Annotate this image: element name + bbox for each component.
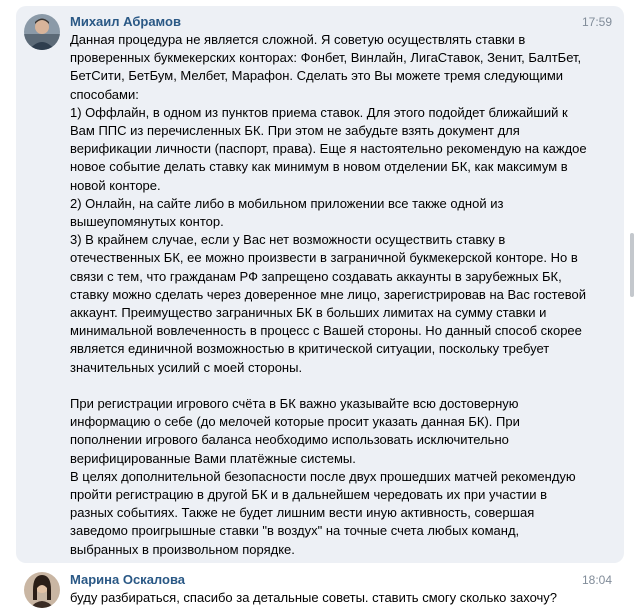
message-item[interactable] [24, 572, 624, 614]
avatar[interactable] [24, 14, 60, 50]
message-text: Данная процедура не является сложной. Я советую осуществлять ставки в проверенных букмекерских конторах: Фонбет, Винлайн, ЛигаСтавок, Зенит, БалтБет, БетСити, БетБум, Мелбет, Марафон. Сделать это Вы можете тремя следующими способами: 1) Оффлайн, в одном из пунктов приема ставок. Для этого подойдет ближайший к Вам ППС из перечисленных БК. При этом не забудьте взять документ для верификации личности (паспорт, права). Еще я настоятельно рекомендую на каждое новое событие делать ставку как минимум в новом отделении БК, как максимум в новой конторе. 2) Онлайн, на сайте либо в мобильном приложении все также одной из вышеупомянутых контор. 3) В крайнем случае, если у Вас нет возможности осуществить ставку в отечественных БК, ее можно произвести в заграничной букмекерской конторе. Но в связи с тем, что гражданам РФ запрещено создавать аккаунты в зарубежных БК, ставку можно сделать через доверенное мне лицо, зарегистрировав на Вас гостевой аккаунт. Преимущество заграничных БК в больших лимитах на сумму ставки и минимальной вовлеченность в процесс с Вашей стороны. Но данный способ скорее является единичной возможностью в критической ситуации, поскольку требует значительных усилий с моей стороны. При регистрации игрового счёта в БК важно указывайте всю достоверную информацию о себе (до мелочей которые просит указать данная БК). При пополнении игрового баланса необходимо использовать исключительно верифицированные Вами платёжные системы. В целях дополнительной безопасности после двух прошедших матчей рекомендую пройти регистрацию в другой БК и в дальнейшем чередовать их при участии в разных событиях. Также не будет лишним вести иную активность, совершая заведомо проигрышные ставки "в воздух" на точные счета любых команд, выбранных в произвольном порядке. [70, 32, 587, 557]
avatar[interactable] [24, 572, 60, 608]
message-time: 17:59 [581, 15, 612, 29]
scrollbar-thumb[interactable] [630, 233, 634, 297]
message-author[interactable]: Михаил Абрамов [70, 14, 181, 29]
message-author[interactable]: Марина Оскалова [70, 572, 186, 587]
message-text: буду разбираться, спасибо за детальные советы. ставить смогу сколько захочу? [70, 590, 558, 605]
message-item[interactable] [24, 14, 624, 557]
message-time: 18:04 [581, 573, 612, 587]
